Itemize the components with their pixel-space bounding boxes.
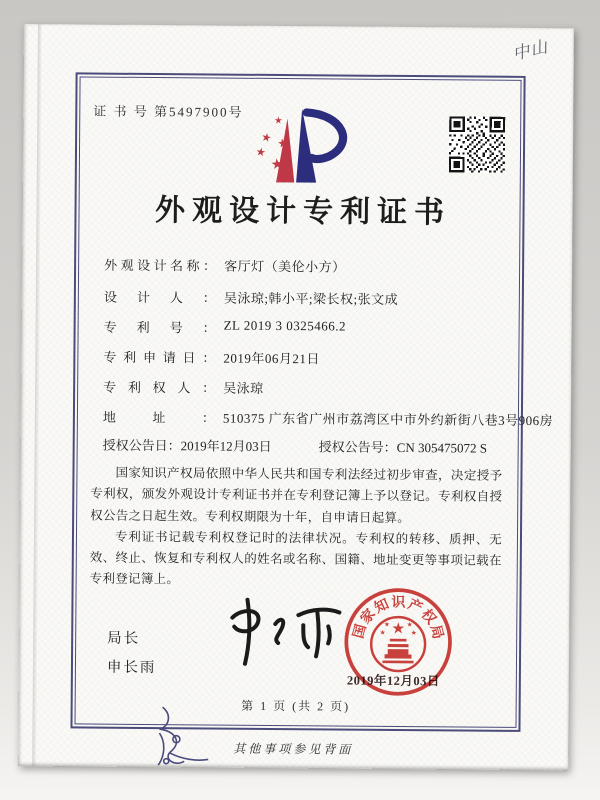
paragraph-register-statement: 专利证书记载专利权登记时的法律状况。专利权的转移、质押、无效、终止、恢复和专利权人的姓名或名称、国籍、地址变更等事项记载在专利登记簿上。 xyxy=(89,529,503,587)
director-name: 申长雨 xyxy=(106,659,157,677)
field-label: 外观设计名称： xyxy=(104,257,217,274)
field-label: 地址： xyxy=(102,409,215,426)
field-label: 专利申请日： xyxy=(103,349,216,366)
certificate-number: 证 书 号 第5497900号 xyxy=(93,103,244,120)
seal-date: 2019年12月03日 xyxy=(346,673,440,689)
seal-char: 权 xyxy=(417,607,439,628)
field-designers xyxy=(104,287,398,308)
field-value: 510375 广东省广州市荔湾区中市外约新街八巷3号906房 xyxy=(222,410,554,429)
field-value: ZL 2019 3 0325466.2 xyxy=(223,317,347,334)
seal-char: 识 xyxy=(391,595,406,611)
grant-number-group xyxy=(319,436,487,456)
official-seal xyxy=(341,585,456,700)
grant-number: CN 305475072 S xyxy=(396,439,488,456)
paragraph-grant-statement: 国家知识产权局依照中华人民共和国专利法经过初步审查，决定授予专利权，颁发外观设计专利证书并在专利登记簿上予以登记。专利权自授权公告之日起生效。专利权期限为十年，自申请日起算。 xyxy=(90,465,503,525)
field-label: 设计人： xyxy=(103,289,216,306)
certificate-paper xyxy=(18,24,574,770)
field-value: 吴泳琼 xyxy=(223,380,264,396)
seal-char: 产 xyxy=(405,597,425,617)
seal-char: 国 xyxy=(351,622,370,641)
field-patentee xyxy=(103,377,264,397)
seal-char: 家 xyxy=(358,606,379,628)
cnipa-logo-icon xyxy=(236,104,365,187)
field-patent-number xyxy=(104,317,347,338)
certificate-title: 外观设计专利证书 xyxy=(154,194,452,230)
handwritten-note: 中山 xyxy=(510,36,551,64)
seal-char: 局 xyxy=(426,623,445,641)
director-signature xyxy=(218,588,354,674)
paper-crease xyxy=(32,24,42,766)
field-value: 2019年06月21日 xyxy=(223,350,320,367)
page-number: 第 1 页 (共 2 页) xyxy=(241,698,351,714)
field-filing-date xyxy=(103,347,320,368)
director-block xyxy=(107,625,157,683)
field-value: 吴泳琼;韩小平;梁长权;张文成 xyxy=(223,290,399,307)
qr-code xyxy=(449,116,505,172)
grant-number-label: 授权公告号： xyxy=(318,439,397,455)
director-title: 局长 xyxy=(107,630,141,647)
certificate-body-text xyxy=(90,463,503,594)
back-note: 其他事项参见背面 xyxy=(233,741,354,757)
field-design-name xyxy=(104,255,346,276)
seal-char: 知 xyxy=(372,597,392,617)
certificate-fields xyxy=(102,255,554,429)
field-address xyxy=(103,407,553,430)
grant-date-label: 授权公告日： xyxy=(102,437,181,454)
grant-date: 2019年12月03日 xyxy=(180,438,272,454)
field-label: 专利权人： xyxy=(103,379,216,396)
grant-row xyxy=(102,435,488,456)
field-label: 专利号： xyxy=(103,319,216,336)
certificate-frame xyxy=(70,72,554,732)
field-value: 客厅灯（美伦小方） xyxy=(224,258,346,275)
